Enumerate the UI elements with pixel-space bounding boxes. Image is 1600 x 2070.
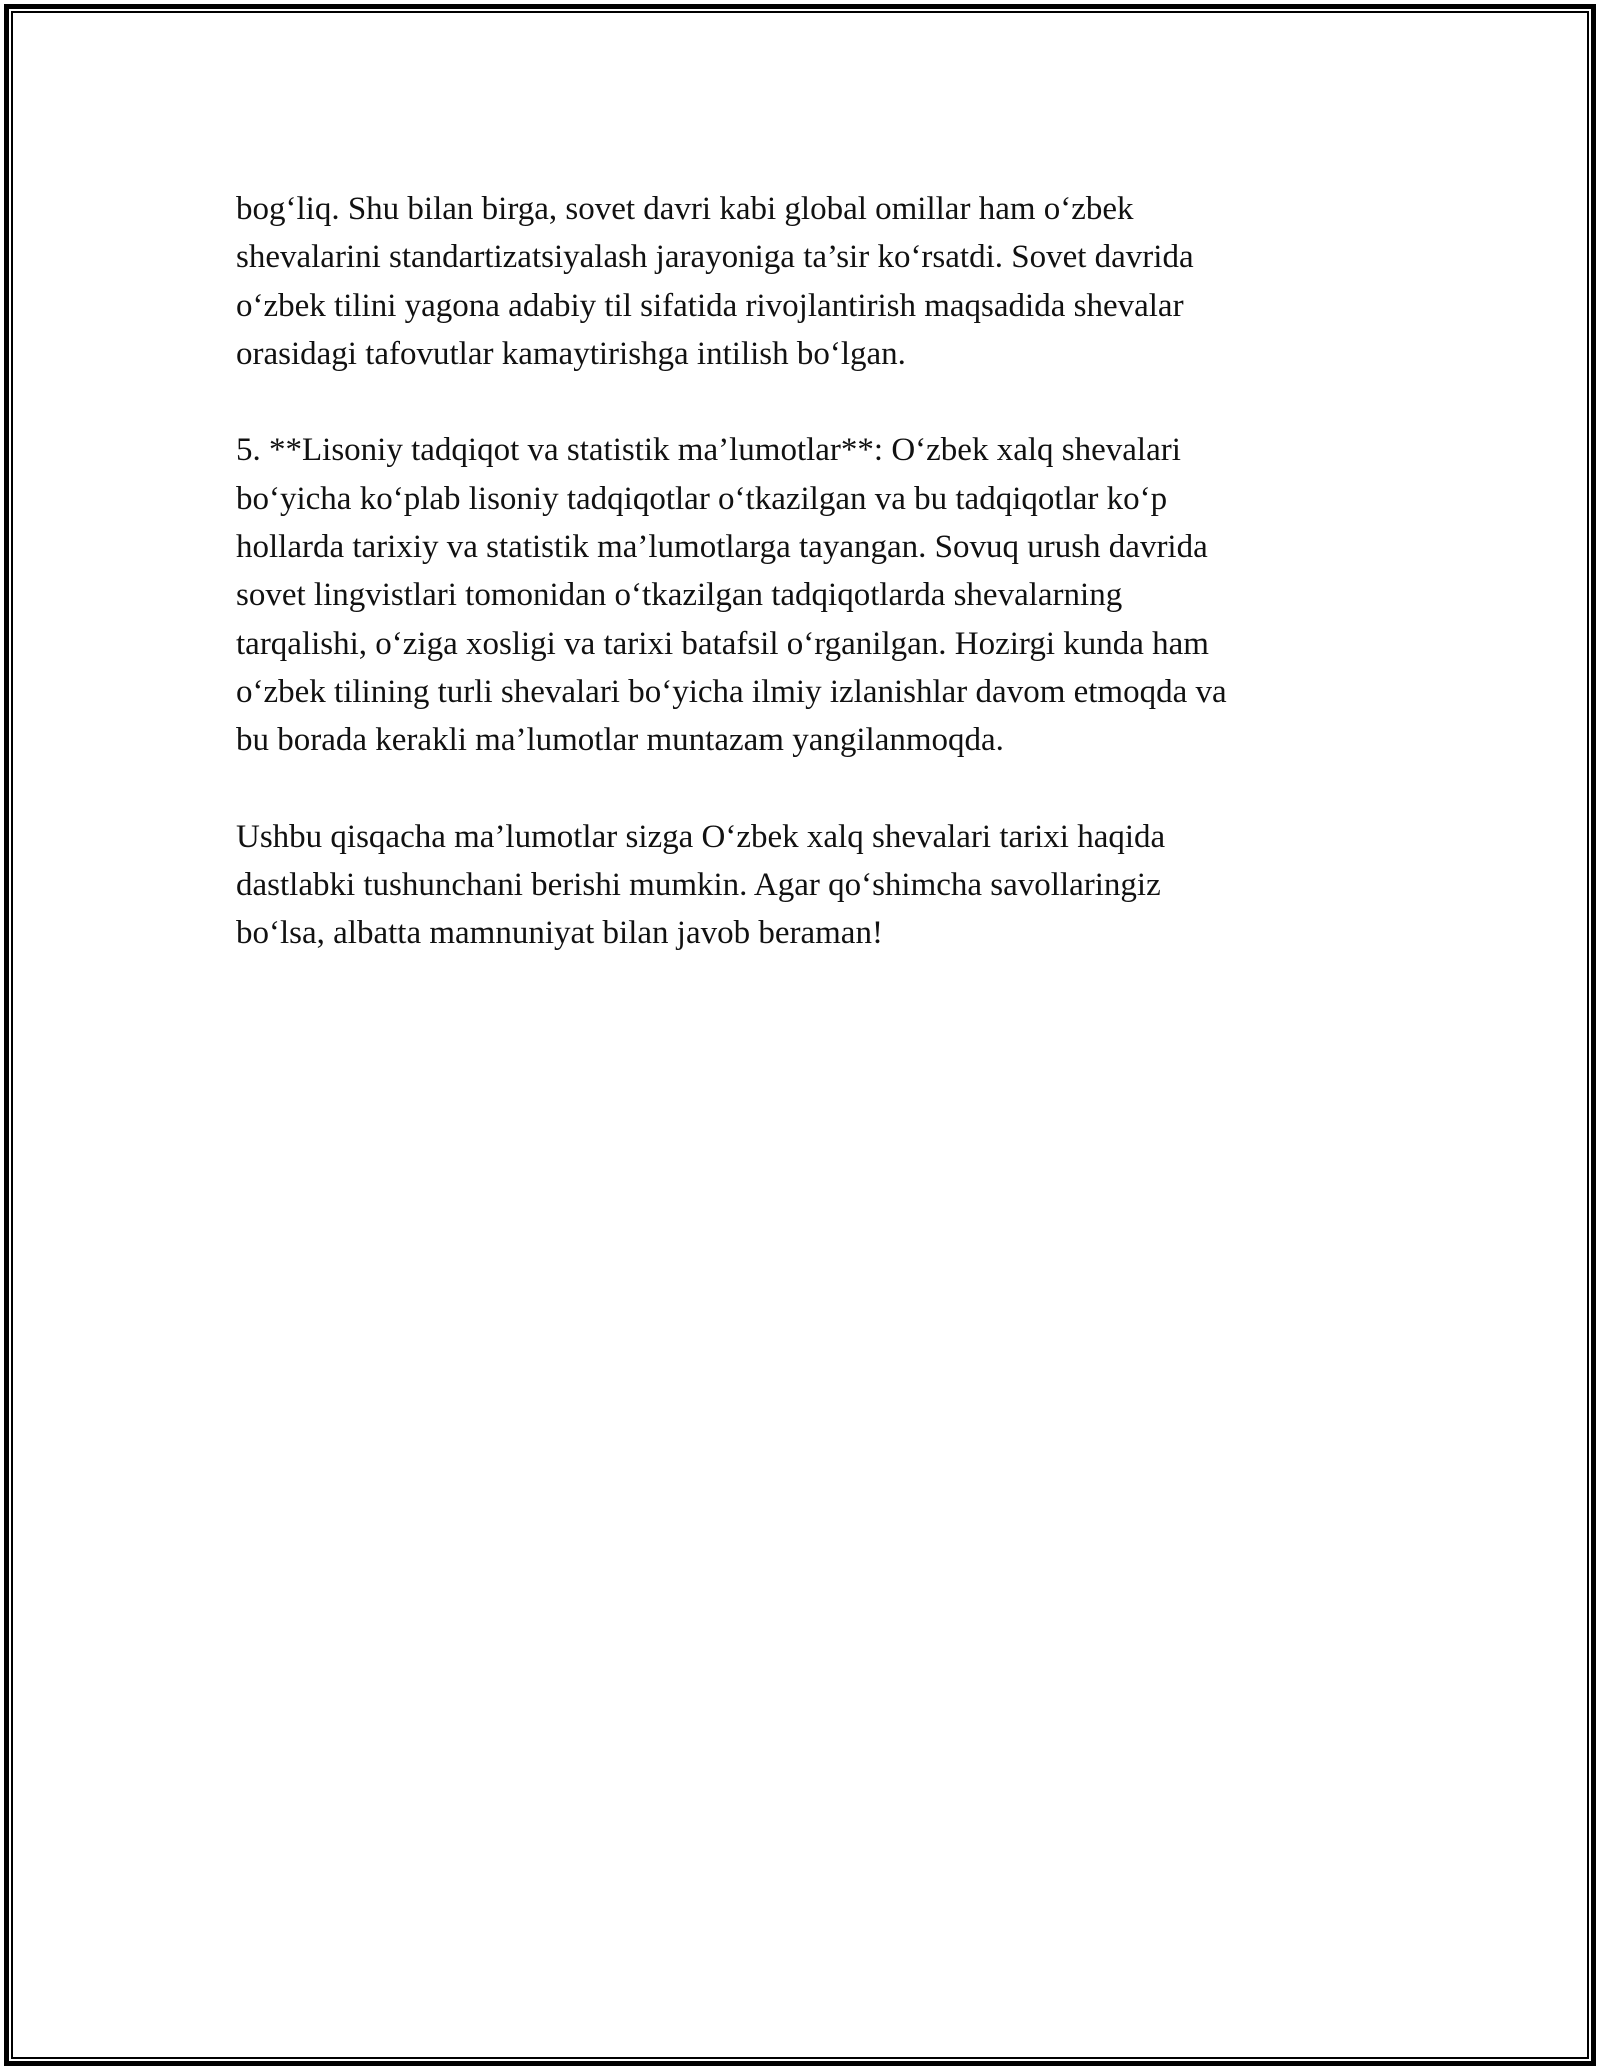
text-line: tarqalishi, o‘ziga xosligi va tarixi batafsil o‘rganilgan. Hozirgi kunda ham — [236, 625, 1209, 662]
text-line: bu borada kerakli ma’lumotlar muntazam yangilanmoqda. — [236, 722, 1004, 759]
text-line: o‘zbek tilining turli shevalari bo‘yicha ilmiy izlanishlar davom etmoqda va — [236, 673, 1227, 710]
text-line: orasidagi tafovutlar kamaytirishga intilish bo‘lgan. — [236, 335, 906, 372]
text-line: o‘zbek tilini yagona adabiy til sifatida rivojlantirish maqsadida shevalar — [236, 287, 1184, 324]
document-body — [236, 185, 1356, 1006]
text-line: shevalarini standartizatsiyalash jarayoniga ta’sir ko‘rsatdi. Sovet davrida — [236, 239, 1194, 276]
paragraph-item-5 — [236, 426, 1356, 764]
text-line: bog‘liq. Shu bilan birga, sovet davri kabi global omillar ham o‘zbek — [236, 191, 1134, 227]
paragraph-closing — [236, 813, 1356, 958]
text-line: dastlabki tushunchani berishi mumkin. Agar qo‘shimcha savollaringiz — [236, 867, 1161, 904]
text-line: 5. **Lisoniy tadqiqot va statistik ma’lumotlar**: O‘zbek xalq shevalari — [236, 432, 1181, 469]
text-line: bo‘lsa, albatta mamnuniyat bilan javob beraman! — [236, 915, 883, 952]
text-line: sovet lingvistlari tomonidan o‘tkazilgan tadqiqotlarda shevalarning — [236, 577, 1123, 614]
text-line: bo‘yicha ko‘plab lisoniy tadqiqotlar o‘tkazilgan va bu tadqiqotlar ko‘p — [236, 480, 1168, 517]
paragraph-continuation — [236, 185, 1356, 378]
text-line: Ushbu qisqacha ma’lumotlar sizga O‘zbek xalq shevalari tarixi haqida — [236, 818, 1166, 855]
text-line: hollarda tarixiy va statistik ma’lumotlarga tayangan. Sovuq urush davrida — [236, 529, 1208, 566]
